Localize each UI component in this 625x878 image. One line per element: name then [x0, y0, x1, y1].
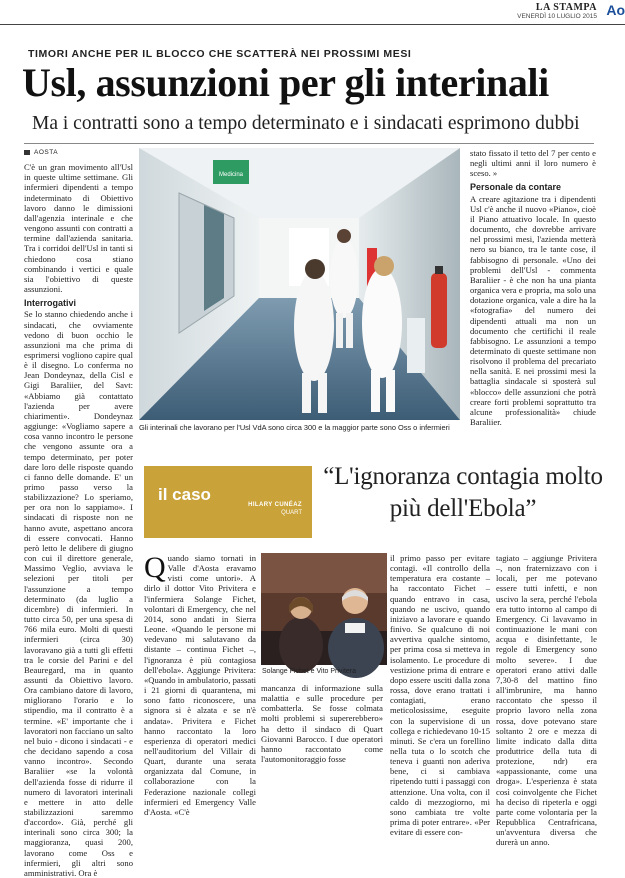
- article-kicker: TIMORI ANCHE PER IL BLOCCO CHE SCATTERÀ NEI PROSSIMI MESI: [28, 48, 412, 60]
- article-subtitle: Interrogativi: [24, 298, 77, 309]
- sidebar-column-3: [390, 553, 490, 838]
- article-paragraph: Se lo stanno chiedendo anche i sindacati, che ovviamente vedono di buon occhio le assunzioni ma che prima di esprimersi vogliono capire qual è il disegno. Lo conferma no Jean Dondeynaz, della Cisl e Gigi Baraliier, del Savt: «Abbiamo già contattato l'azienda per avere chiarimenti». Dondeynaz aggiunge: «Vogliamo sapere a cosa vanno incontro le persone che vengono assunte ora a tempo determinato, per poter dare loro delle risposte quando ci fanno delle domande. E' un primo passo verso la stabilizzazione? Lo speriamo, per ora non lo sappiamo». I sindacati di risposte non ne hanno avute, aspettano ancora di essere convocati. Hanno però letto le delibere di giugno con cui il direttore generale, Massimo Veglio, avviava le selezioni per titoli per l'assunzione a tempo determinato (da luglio a dicembre) di infermieri. In tutto circa 50, per una spesa di 766 mila euro. Molti di questi infermieri (circa 30) lavoravano già a tutti gli effetti tra le corsie del Parini e del Beauregard, ma in quanto assunti da Obiettivo lavoro. Ora cambiano datore di lavoro, migliorano l'orario e lo stipendio, ma il contratto è a termine. «E' importante che i lavoratori non facciano un salto nel buio - dicono i sindacati - e che decidano sapendo a cosa vanno incontro». Secondo Baraliier «se la volontà dell'azienda fosse di ridurre il numero di lavoratori interinali e mettere in atto delle stabilizzazioni saremmo d'accordo». Già, perché gli interinali sono circa 300; la maggioranza, quasi 200, lavorano come Oss e infermieri, gli altri sono amministrativi. Ora è: [24, 309, 133, 878]
- section-label-cutoff: Ao: [606, 2, 625, 18]
- newspaper-brand: LA STAMPA: [535, 2, 597, 13]
- article-subheadline: Ma i contratti sono a tempo determinato e i sindacati esprimono dubbi: [32, 113, 580, 134]
- hospital-corridor-illustration: [139, 148, 460, 420]
- headline-divider: [24, 143, 594, 144]
- il-caso-box: [144, 466, 312, 538]
- issue-date: VENERDÌ 10 LUGLIO 2015: [517, 13, 597, 20]
- hospital-corridor-photo: [139, 148, 460, 420]
- article-subtitle: Personale da contare: [470, 182, 562, 193]
- sidebar-location: QUART: [281, 510, 302, 516]
- sidebar-column-4: [496, 553, 597, 848]
- sidebar-author: HILARY CUNÉAZ: [248, 502, 302, 508]
- sidebar-quote-headline: “L'ignoranza contagia molto più dell'Ebola”: [323, 463, 603, 522]
- dateline: AOSTA: [24, 148, 133, 158]
- sidebar-paragraph: il primo passo per evitare contagi. «Il controllo della temperatura era costante – ha raccontato Fichet – quando entravo in casa, quando ne uscivo, quando iniziavo a lavorare e quando finivo. Se qualcuno di noi avvertiva qualche sintomo, per prima cosa si metteva in isolamento. Le procedure di vestizione prima di entrare e dopo essere usciti dalla zona rossa, dove erano trattati i contagiati, erano meticolosissime, eseguite con la supervisione di un collega e richiedevano 10-15 minuti. Se c'era un forellino nella tuta o lo scotch che teneva i guanti non aderiva bene, ci si cambiava ripetendo tutti i passaggi con attenzione. Una volta, con il caldo di mezzogiorno, mi sono cambiata tre volte prima di poter entrare». «Per evitare di essere con-: [390, 553, 490, 838]
- sidebar-paragraph: tagiato – aggiunge Privitera –, non fraternizzavo con i locali, per me potevano essere tutti infetti, e non uscivo la sera, perché l'ebola era tutto intorno al campo di Emergency. Ci lavavamo in continuazione le mani con acqua e disinfettante, le regole di Emergency sono molto severe». I due operatori erano attivi dalle 7,30-8 del mattino fino all'imbrunire, ma hanno raccontato che spesso il proprio lavoro nella zona rossa, dove potevano stare soltanto 2 ore e mezza di limite indicato dalla ditta produttrice della tuta di protezione, ndr) era «appassionante, come una droga». L'esperienza è stata così coinvolgente che Fichet ha deciso di ripeterla e oggi parte come volontaria per la Repubblica Centrafricana, un'avventura diversa che durerà un anno.: [496, 553, 597, 848]
- sidebar-column-1: [144, 551, 256, 817]
- article-column-3: [470, 148, 596, 428]
- dateline-square-icon: [24, 150, 30, 155]
- article-headline: Usl, assunzioni per gli interinali: [22, 60, 549, 105]
- article-paragraph: C'è un gran movimento all'Usl in queste ultime settimane. Gli infermieri dipendenti a tempo indeterminato di Obiettivo lavoro danno le dimissioni dall'agenzia interinale e che vengono assunti con contratti a termine dall'azienda sanitaria. Tra i corridoi dell'Usl in tanti si chiedono cosa stiano combinando i vertici e quale sia l'obiettivo di queste assunzioni.: [24, 162, 133, 295]
- volunteers-photo-caption: Solange Fichet e Vito Privitera: [262, 668, 357, 675]
- sidebar-column-2: [261, 683, 383, 798]
- medicina-sign-text: Medicina: [218, 172, 244, 178]
- article-paragraph: stato fissato il tetto del 7 per cento e negli ultimi anni il loro numero è sceso. »: [470, 148, 596, 179]
- volunteers-photo: [261, 553, 387, 665]
- il-caso-label: il caso: [158, 485, 211, 504]
- article-column-1: [24, 148, 133, 878]
- drop-cap: Q: [144, 551, 166, 584]
- sidebar-paragraph: mancanza di informazione sulla malattia e sulle procedure per combatterla. Se fosse colmata molti problemi si supererebbero» ha detto il sindaco di Quart Giovanni Barocco. I due operatori hanno raccontato come l'automonitoraggio fosse: [261, 683, 383, 765]
- photo-caption: Gli interinali che lavorano per l'Usl VdA sono circa 300 e la maggior parte sono Oss o infermieri: [139, 423, 450, 432]
- volunteers-illustration: [261, 553, 387, 665]
- article-paragraph: A creare agitazione tra i dipendenti Usl c'è anche il nuovo «Piano», cioè il Piano attuativo locale. In questo documento, che dovrebbe arrivare nel prossimi mesi, l'azienda metterà nero su bianco, tra le tante cose, il fabbisogno di personale. «Uno dei problemi dell'Usl - commenta Baraliier - è che non ha una pianta organica vera e propria, ma solo una dotazione organica, vale a dire ha la «fotografia» del numero dei dipendenti attuali ma non un documento che certifichi il reale fabbisogno. Le assunzioni a tempo determinato di queste settimane non risolvono il problema del precariato nella sanità. E nei prossimi mesi la battaglia sindacale si sposterà sul «blocco» delle assunzioni che potrà creare forti problemi soprattutto tra alcune professionalità» chiude Baraliier.: [470, 193, 596, 428]
- sidebar-paragraph: uando siamo tornati in Valle d'Aosta eravamo visti come untori». A dirlo il dottor Vito Privitera e l'infermiera Solange Fichet, volontari di Emergency, che nel 2014, sono andati in Sierra Leone. «Quando le persone mi vedevano mi salutavano da distante – continua Fichet –, l'ignoranza è più contagiosa dell'ebola». Aggiunge Privitera: «Quando in ambulatorio, passati i 21 giorni di quarantena, mi sono fatto riconoscere, una signora si è alzata e se n'è andata». Privitera e Fichet hanno raccontato la loro esperienza di operatori medici nell'auditorium del Villair di Quart, durante una serata organizzata dal Comune, in collaborazione con la Federazione nazionale collegi infermieri ed Emergency Valle d'Aosta. «C'è: [144, 553, 256, 817]
